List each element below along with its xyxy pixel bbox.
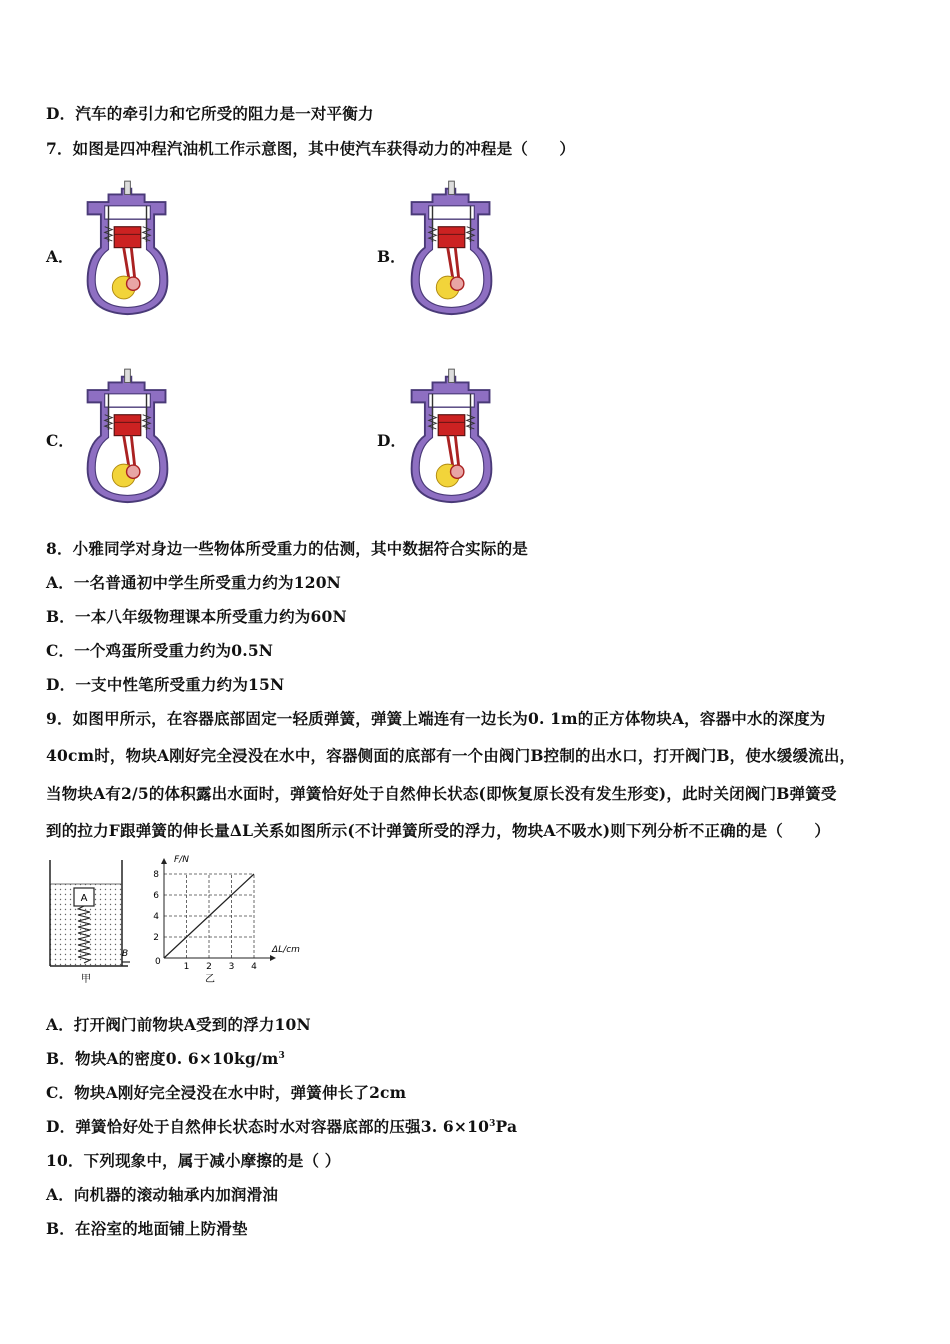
y-tick-label-4: 4 [153, 912, 159, 922]
container-figure [44, 858, 134, 986]
q9-option-d-unit: Pa [495, 1117, 518, 1136]
q9-option-d-text: D．弹簧恰好处于自然伸长状态时水对容器底部的压强3. 6×10 [46, 1117, 490, 1136]
q7-stem: 7．如图是四冲程汽油机工作示意图，其中使汽车获得动力的冲程是（ ） [46, 139, 576, 158]
q10-stem: 10．下列现象中，属于减小摩擦的是（ ） [46, 1151, 341, 1170]
q8-option-d[interactable]: D．一支中性笔所受重力约为15N [46, 675, 285, 694]
q9-stem-line-4: 到的拉力F跟弹簧的伸长量ΔL关系如图所示(不计弹簧所受的浮力，物块A不吸水)则下列分析不正确的是（ ） [46, 821, 831, 840]
x-tick-label-3: 3 [228, 962, 235, 972]
q10-option-b[interactable]: B．在浴室的地面铺上防滑垫 [46, 1219, 248, 1238]
q9-stem-line-2: 40cm时，物块A刚好完全浸没在水中，容器侧面的底部有一个由阀门B控制的出水口，打开阀门B，使水缓缓流出， [46, 746, 856, 765]
q10-option-a[interactable]: A．向机器的滚动轴承内加润滑油 [46, 1185, 279, 1204]
y-tick-label-2: 2 [153, 933, 159, 943]
q9-option-d[interactable] [46, 1115, 517, 1137]
valve-b-label: B [122, 949, 129, 959]
q7-label-d[interactable]: D． [377, 431, 406, 450]
figure-jia-caption: 甲 [81, 974, 91, 985]
q9-option-b[interactable] [46, 1047, 285, 1069]
engine-diagram-a[interactable] [80, 176, 175, 324]
engine-diagram-d[interactable] [404, 364, 499, 512]
q8-stem: 8．小雅同学对身边一些物体所受重力的估测，其中数据符合实际的是 [46, 539, 528, 558]
q7-label-b[interactable]: B． [377, 247, 406, 266]
q6-option-d: D．汽车的牵引力和它所受的阻力是一对平衡力 [46, 104, 374, 123]
y-tick-label-6: 6 [153, 891, 159, 901]
engine-diagram-b[interactable] [404, 176, 499, 324]
q9-option-b-text: B．物块A的密度0. 6×10kg/m [46, 1049, 279, 1068]
q9-option-b-superscript: 3 [278, 1050, 285, 1061]
q9-stem-line-3: 当物块A有2/5的体积露出水面时，弹簧恰好处于自然伸长状态(即恢复原长没有发生形变)，此时关闭阀门B弹簧受 [46, 784, 837, 803]
force-extension-chart [148, 848, 313, 986]
origin-label: 0 [155, 957, 161, 967]
x-axis-label: ΔL/cm [272, 945, 300, 955]
q9-option-d-superscript: 3 [489, 1118, 496, 1129]
q7-label-c[interactable]: C． [46, 431, 74, 450]
q8-option-b[interactable]: B．一本八年级物理课本所受重力约为60N [46, 607, 347, 626]
q7-label-a[interactable]: A． [46, 247, 74, 266]
y-tick-label-8: 8 [153, 870, 159, 880]
block-a-label: A [80, 893, 88, 904]
q8-option-c[interactable]: C．一个鸡蛋所受重力约为0.5N [46, 641, 274, 660]
x-tick-label-2: 2 [206, 962, 212, 972]
y-axis-label: F/N [174, 855, 189, 865]
q9-option-a[interactable]: A．打开阀门前物块A受到的浮力10N [46, 1015, 311, 1034]
q9-option-c[interactable]: C．物块A刚好完全浸没在水中时，弹簧伸长了2cm [46, 1083, 407, 1102]
x-tick-label-1: 1 [183, 962, 190, 972]
q9-stem-line-1: 9．如图甲所示，在容器底部固定一轻质弹簧，弹簧上端连有一边长为0. 1m的正方体物块A，容器中水的深度为 [46, 709, 826, 728]
figure-yi-caption: 乙 [205, 974, 215, 985]
engine-diagram-c[interactable] [80, 364, 175, 512]
x-tick-label-4: 4 [251, 962, 257, 972]
q8-option-a[interactable]: A．一名普通初中学生所受重力约为120N [46, 573, 342, 592]
